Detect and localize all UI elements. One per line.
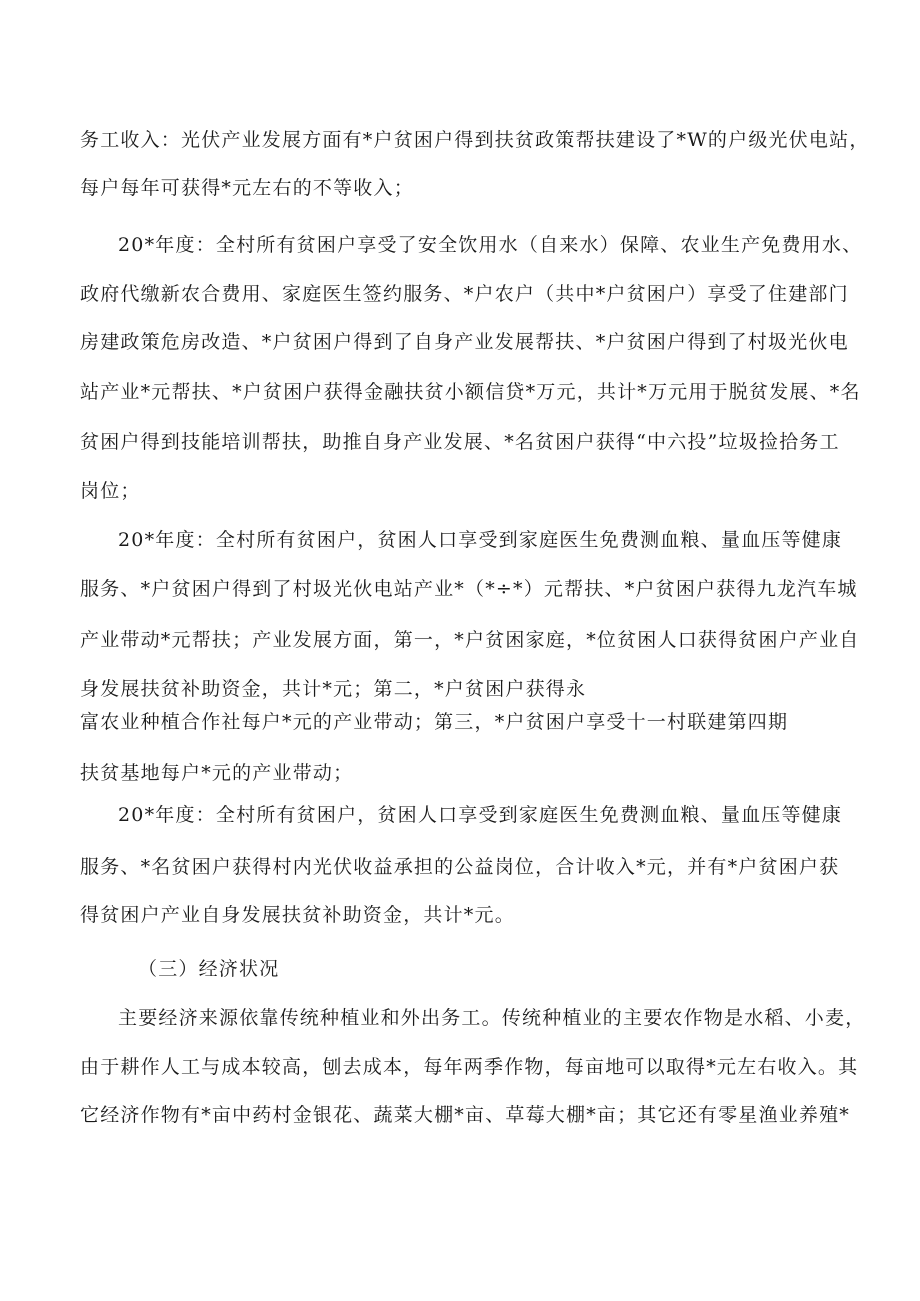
paragraph-start-line: 20*年度：全村所有贫困户享受了安全饮用水（自来水）保障、农业生产免费用水、 — [118, 234, 863, 256]
paragraph-start-line: 主要经济来源依靠传统种植业和外出务工。传统种植业的主要农作物是水稻、小麦， — [118, 1007, 866, 1029]
text-line: 服务、*名贫困户获得村内光伏收益承担的公益岗位，合计收入*元，并有*户贫困户获 — [80, 856, 840, 878]
paragraph-start-line: 20*年度：全村所有贫困户，贫困人口享受到家庭医生免费测血粮、量血压等健康 — [118, 529, 843, 551]
text-line: 产业带动*元帮扶；产业发展方面，第一，*户贫困家庭，*位贫困人口获得贫困户产业自 — [80, 629, 860, 651]
text-line: 服务、*户贫困户得到了村圾光伙电站产业*（*÷*）元帮扶、*户贫困户获得九龙汽车城 — [80, 578, 858, 600]
text-line: 站产业*元帮扶、*户贫困户获得金融扶贫小额信贷*万元，共计*万元用于脱贫发展、*名 — [80, 381, 861, 403]
text-line: 房建政策危房改造、*户贫困户得到了自身产业发展帮扶、*户贫困户得到了村圾光伙电 — [80, 331, 849, 353]
text-line: 务工收入：光伏产业发展方面有*户贫困户得到扶贫政策帮扶建设了*W的户级光伏电站， — [80, 129, 870, 151]
text-line: 富农业种植合作社每户*元的产业带动；第三，*户贫困户享受十一村联建第四期 — [80, 711, 789, 733]
text-line: 得贫困户产业自身发展扶贫补助资金，共计*元。 — [80, 904, 515, 926]
text-line: 每户每年可获得*元左右的不等收入； — [80, 177, 414, 199]
text-line: 身发展扶贫补助资金，共计*元；第二，*户贫困户获得永 — [80, 678, 587, 700]
text-line: 贫困户得到技能培训帮扶，助推自身产业发展、*名贫困户获得“中六投”垃圾捡拾务工 — [80, 431, 840, 453]
text-line: 由于耕作人工与成本较高，刨去成本，每年两季作物，每亩地可以取得*元左右收入。其 — [80, 1056, 859, 1078]
text-line: 岗位； — [80, 480, 141, 502]
text-line: 政府代缴新农合费用、家庭医生签约服务、*户农户（共中*户贫困户）享受了住建部门 — [80, 283, 849, 305]
paragraph-start-line: 20*年度：全村所有贫困户，贫困人口享受到家庭医生免费测血粮、量血压等健康 — [118, 804, 843, 826]
text-line: 扶贫基地每户*元的产业带动； — [80, 762, 354, 784]
section-heading: （三）经济状况 — [138, 958, 280, 980]
text-line: 它经济作物有*亩中药村金银花、蔬菜大棚*亩、草莓大棚*亩；其它还有零星渔业养殖* — [80, 1104, 851, 1126]
